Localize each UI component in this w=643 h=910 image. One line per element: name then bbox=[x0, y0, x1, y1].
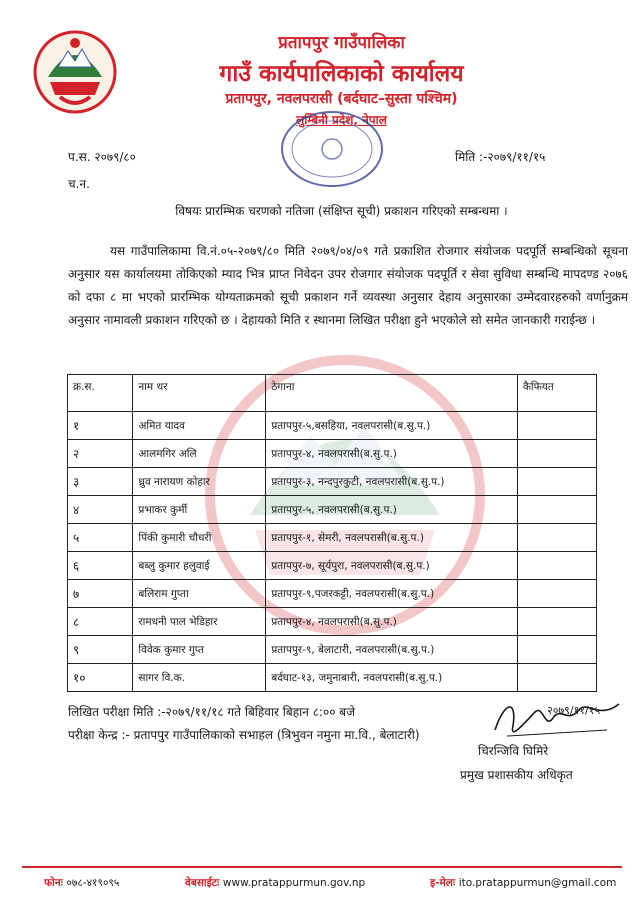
cell-address: प्रतापपुर-५,बसहिया, नवलपरासी(ब.सु.प.) bbox=[266, 412, 518, 440]
table-row bbox=[68, 440, 597, 468]
table-row bbox=[68, 524, 597, 552]
dispatch-number: च.न. bbox=[68, 177, 90, 191]
cell-serial: १० bbox=[68, 664, 133, 692]
cell-address: प्रतापपुर-४, नवलपरासी(ब.सु.प.) bbox=[266, 608, 518, 636]
cell-name: सागर वि.क. bbox=[133, 664, 266, 692]
footer-website bbox=[185, 876, 365, 890]
cell-remarks bbox=[517, 552, 596, 580]
table-row bbox=[68, 468, 597, 496]
office-address: प्रतापपुर, नवलपरासी (बर्दघाट–सुस्ता पश्चिम) bbox=[225, 91, 458, 107]
table-row bbox=[68, 664, 597, 692]
cell-address: प्रतापपुर-९, बेलाटारी, नवलपरासी(ब.सु.प.) bbox=[266, 636, 518, 664]
cell-serial: ६ bbox=[68, 552, 133, 580]
cell-serial: ८ bbox=[68, 608, 133, 636]
cell-remarks bbox=[517, 440, 596, 468]
province-name: लुम्बिनी प्रदेश, नेपाल bbox=[296, 113, 387, 127]
cell-address: प्रतापपुर-३, नन्दपुरकुटी, नवलपरासी(ब.सु.प.) bbox=[266, 468, 518, 496]
cell-serial: ५ bbox=[68, 524, 133, 552]
cell-name: आलमगिर अलि bbox=[133, 440, 266, 468]
cell-address: प्रतापपुर-५, नवलपरासी(ब.सु.प.) bbox=[266, 496, 518, 524]
cell-serial: १ bbox=[68, 412, 133, 440]
cell-address: प्रतापपुर-९,पजरकट्टी, नवलपरासी(ब.सु.प.) bbox=[266, 580, 518, 608]
cell-address: प्रतापपुर-७, सूर्यपुरा, नवलपरासी(ब.सु.प.) bbox=[266, 552, 518, 580]
footer-email bbox=[430, 876, 616, 890]
cell-serial: ४ bbox=[68, 496, 133, 524]
column-header-name: नाम थर bbox=[133, 375, 266, 412]
table-row bbox=[68, 496, 597, 524]
letter-date: मिति :-२०७९/११/१५ bbox=[455, 150, 546, 164]
signature-date-text: २०७९/११/१५ bbox=[547, 704, 601, 717]
footer-phone-label: फोनः bbox=[44, 877, 63, 889]
footer-website-value[interactable]: www.pratappurmun.gov.np bbox=[222, 877, 366, 889]
column-header-remarks: कैफियत bbox=[517, 375, 596, 412]
cell-remarks bbox=[517, 468, 596, 496]
exam-center: परीक्षा केन्द्र :- प्रतापपुर गाउँपालिकाको सभाहल (त्रिभुवन नमुना मा.वि., बेलाटारी) bbox=[68, 728, 420, 742]
table-row bbox=[68, 412, 597, 440]
footer-email-value[interactable]: ito.pratappurmun@gmail.com bbox=[458, 877, 617, 889]
signatory-name: चिरन्जिवि घिमिरे bbox=[478, 744, 549, 758]
cell-serial: ७ bbox=[68, 580, 133, 608]
table-header-row bbox=[68, 375, 597, 412]
footer-phone-value: ०७८-४१९०९५ bbox=[66, 877, 120, 889]
reference-number: प.स. २०७९/८० bbox=[68, 150, 136, 164]
cell-name: विवेक कुमार गुप्त bbox=[133, 636, 266, 664]
notice-body: यस गाउँपालिकामा वि.नं.०५-२०७९/८० मिति २०७९/०४/०९ गते प्रकाशित रोजगार संयोजक पदपूर्ति सम्बन्धिको सूचना अनुसार यस कार्यालयमा तोकिएको म्याद भित्र प्राप्त निवेदन उपर रोजगार संयोजक पदपूर्ति र सेवा सुविधा सम्बन्धि मापदण्ड २०७६ को दफा ८ मा भएको प्रारम्भिक योग्यताक्रमको सूची प्रकाशन गर्ने व्यवस्था अनुसार देहाय अनुसारका उम्मेदवारहरुको वर्णानुक्रम अनुसार नामावली प्रकाशन गरिएको छ । देहायको मिति र स्थानमा लिखित परीक्षा हुने भएकोले सो समेत जानकारी गराईन्छ । bbox=[68, 244, 628, 327]
cell-serial: ३ bbox=[68, 468, 133, 496]
cell-remarks bbox=[517, 636, 596, 664]
cell-remarks bbox=[517, 412, 596, 440]
table-row bbox=[68, 552, 597, 580]
office-seal-icon bbox=[278, 108, 386, 190]
cell-remarks bbox=[517, 524, 596, 552]
cell-name: प्रभाकर कुर्मी bbox=[133, 496, 266, 524]
cell-serial: ९ bbox=[68, 636, 133, 664]
cell-remarks bbox=[517, 496, 596, 524]
signatory-title: प्रमुख प्रशासकीय अधिकृत bbox=[460, 768, 573, 782]
cell-address: बर्दघाट-१३, जमुनाबारी, नवलपरासी(ब.सु.प.) bbox=[266, 664, 518, 692]
cell-name: ध्रुव नारायण कोहार bbox=[133, 468, 266, 496]
cell-remarks bbox=[517, 664, 596, 692]
exam-date: लिखित परीक्षा मिति :-२०७९/११/१८ गते बिहिवार बिहान ८:०० बजे bbox=[68, 705, 356, 719]
subject-line: विषयः प्रारम्भिक चरणको नतिजा (संक्षिप्त सूची) प्रकाशन गरिएको सम्बन्धमा । bbox=[175, 204, 508, 218]
cell-address: प्रतापपुर-१, सेमरी, नवलपरासी(ब.सु.प.) bbox=[266, 524, 518, 552]
table-row bbox=[68, 608, 597, 636]
cell-name: पिंकी कुमारी चौधरी bbox=[133, 524, 266, 552]
cell-serial: २ bbox=[68, 440, 133, 468]
footer-phone bbox=[44, 876, 119, 890]
column-header-address: ठेगाना bbox=[266, 375, 518, 412]
footer-website-label: वेबसाईटः bbox=[185, 877, 220, 889]
table-row bbox=[68, 636, 597, 664]
cell-remarks bbox=[517, 608, 596, 636]
cell-name: बलिराम गुप्ता bbox=[133, 580, 266, 608]
cell-name: अमित यादव bbox=[133, 412, 266, 440]
column-header-serial: क्र.स. bbox=[68, 375, 133, 412]
cell-name: रामधनी पाल भेडिहार bbox=[133, 608, 266, 636]
cell-remarks bbox=[517, 580, 596, 608]
candidate-table bbox=[67, 374, 597, 692]
municipality-name: प्रतापपुर गाउँपालिका bbox=[278, 33, 405, 53]
cell-name: बब्लु कुमार हलुवाई bbox=[133, 552, 266, 580]
footer-email-label: इ-मेलः bbox=[430, 877, 456, 889]
cell-address: प्रतापपुर-४, नवलपरासी(ब.सु.प.) bbox=[266, 440, 518, 468]
table-row bbox=[68, 580, 597, 608]
office-name: गाउँ कार्यपालिकाको कार्यालय bbox=[219, 61, 464, 87]
footer-divider bbox=[22, 866, 622, 868]
handwritten-signature bbox=[487, 690, 627, 750]
